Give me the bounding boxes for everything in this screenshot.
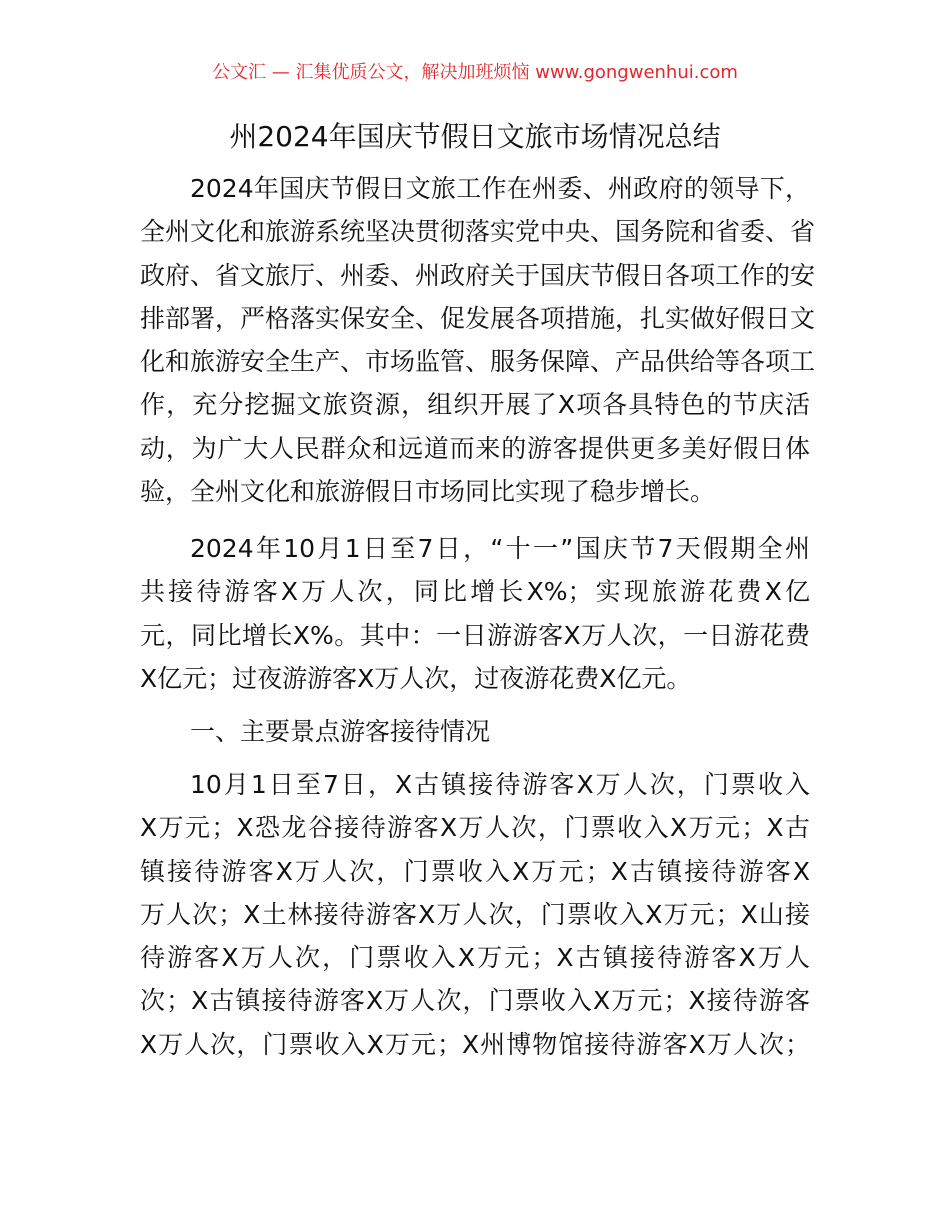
text-line: 待游客X万人次，门票收入X万元；X古镇接待游客X万人: [140, 943, 810, 973]
paragraph-intro: [140, 167, 816, 513]
text-line: 作，充分挖掘文旅资源，组织开展了X项各具特色的节庆活: [140, 390, 810, 420]
text-line: 排部署，严格落实保安全、促发展各项措施，扎实做好假日文: [140, 303, 816, 333]
text-line: 政府、省文旅厅、州委、州政府关于国庆节假日各项工作的安: [140, 260, 816, 290]
text-line: 镇接待游客X万人次，门票收入X万元；X古镇接待游客X: [140, 856, 810, 886]
paragraph-statistics: [140, 527, 810, 700]
text-line: 共接待游客X万人次，同比增长X%；实现旅游花费X亿: [140, 577, 810, 607]
paragraph-attractions: [140, 763, 810, 1066]
text-line: 10月1日至7日，X古镇接待游客X万人次，门票收入: [190, 770, 810, 799]
text-line: X亿元；过夜游游客X万人次，过夜游花费X亿元。: [140, 663, 692, 693]
text-line: X万人次，门票收入X万元；X州博物馆接待游客X万人次；: [140, 1029, 810, 1059]
section-heading: [140, 710, 810, 753]
text-line: 元，同比增长X%。其中：一日游游客X万人次，一日游花费: [140, 620, 810, 650]
text-line: 2024年10月1日至7日，“十一”国庆节7天假期全州: [190, 534, 810, 563]
text-line: 一、主要景点游客接待情况: [190, 717, 491, 746]
text-line: 2024年国庆节假日文旅工作在州委、州政府的领导下，: [190, 174, 810, 203]
text-line: X万元；X恐龙谷接待游客X万人次，门票收入X万元；X古: [140, 813, 810, 843]
text-line: 万人次；X土林接待游客X万人次，门票收入X万元；X山接: [140, 899, 810, 929]
text-line: 化和旅游安全生产、市场监管、服务保障、产品供给等各项工: [140, 347, 816, 377]
document-title: 州2024年国庆节假日文旅市场情况总结: [229, 120, 721, 153]
text-line: 动，为广大人民群众和远道而来的游客提供更多美好假日体: [140, 433, 810, 463]
watermark-header: 公文汇 — 汇集优质公文，解决加班烦恼 www.gongwenhui.com: [212, 62, 738, 83]
text-line: 全州文化和旅游系统坚决贯彻落实党中央、国务院和省委、省: [140, 217, 816, 247]
text-line: 验，全州文化和旅游假日市场同比实现了稳步增长。: [140, 477, 716, 507]
text-line: 次；X古镇接待游客X万人次，门票收入X万元；X接待游客: [140, 986, 810, 1016]
